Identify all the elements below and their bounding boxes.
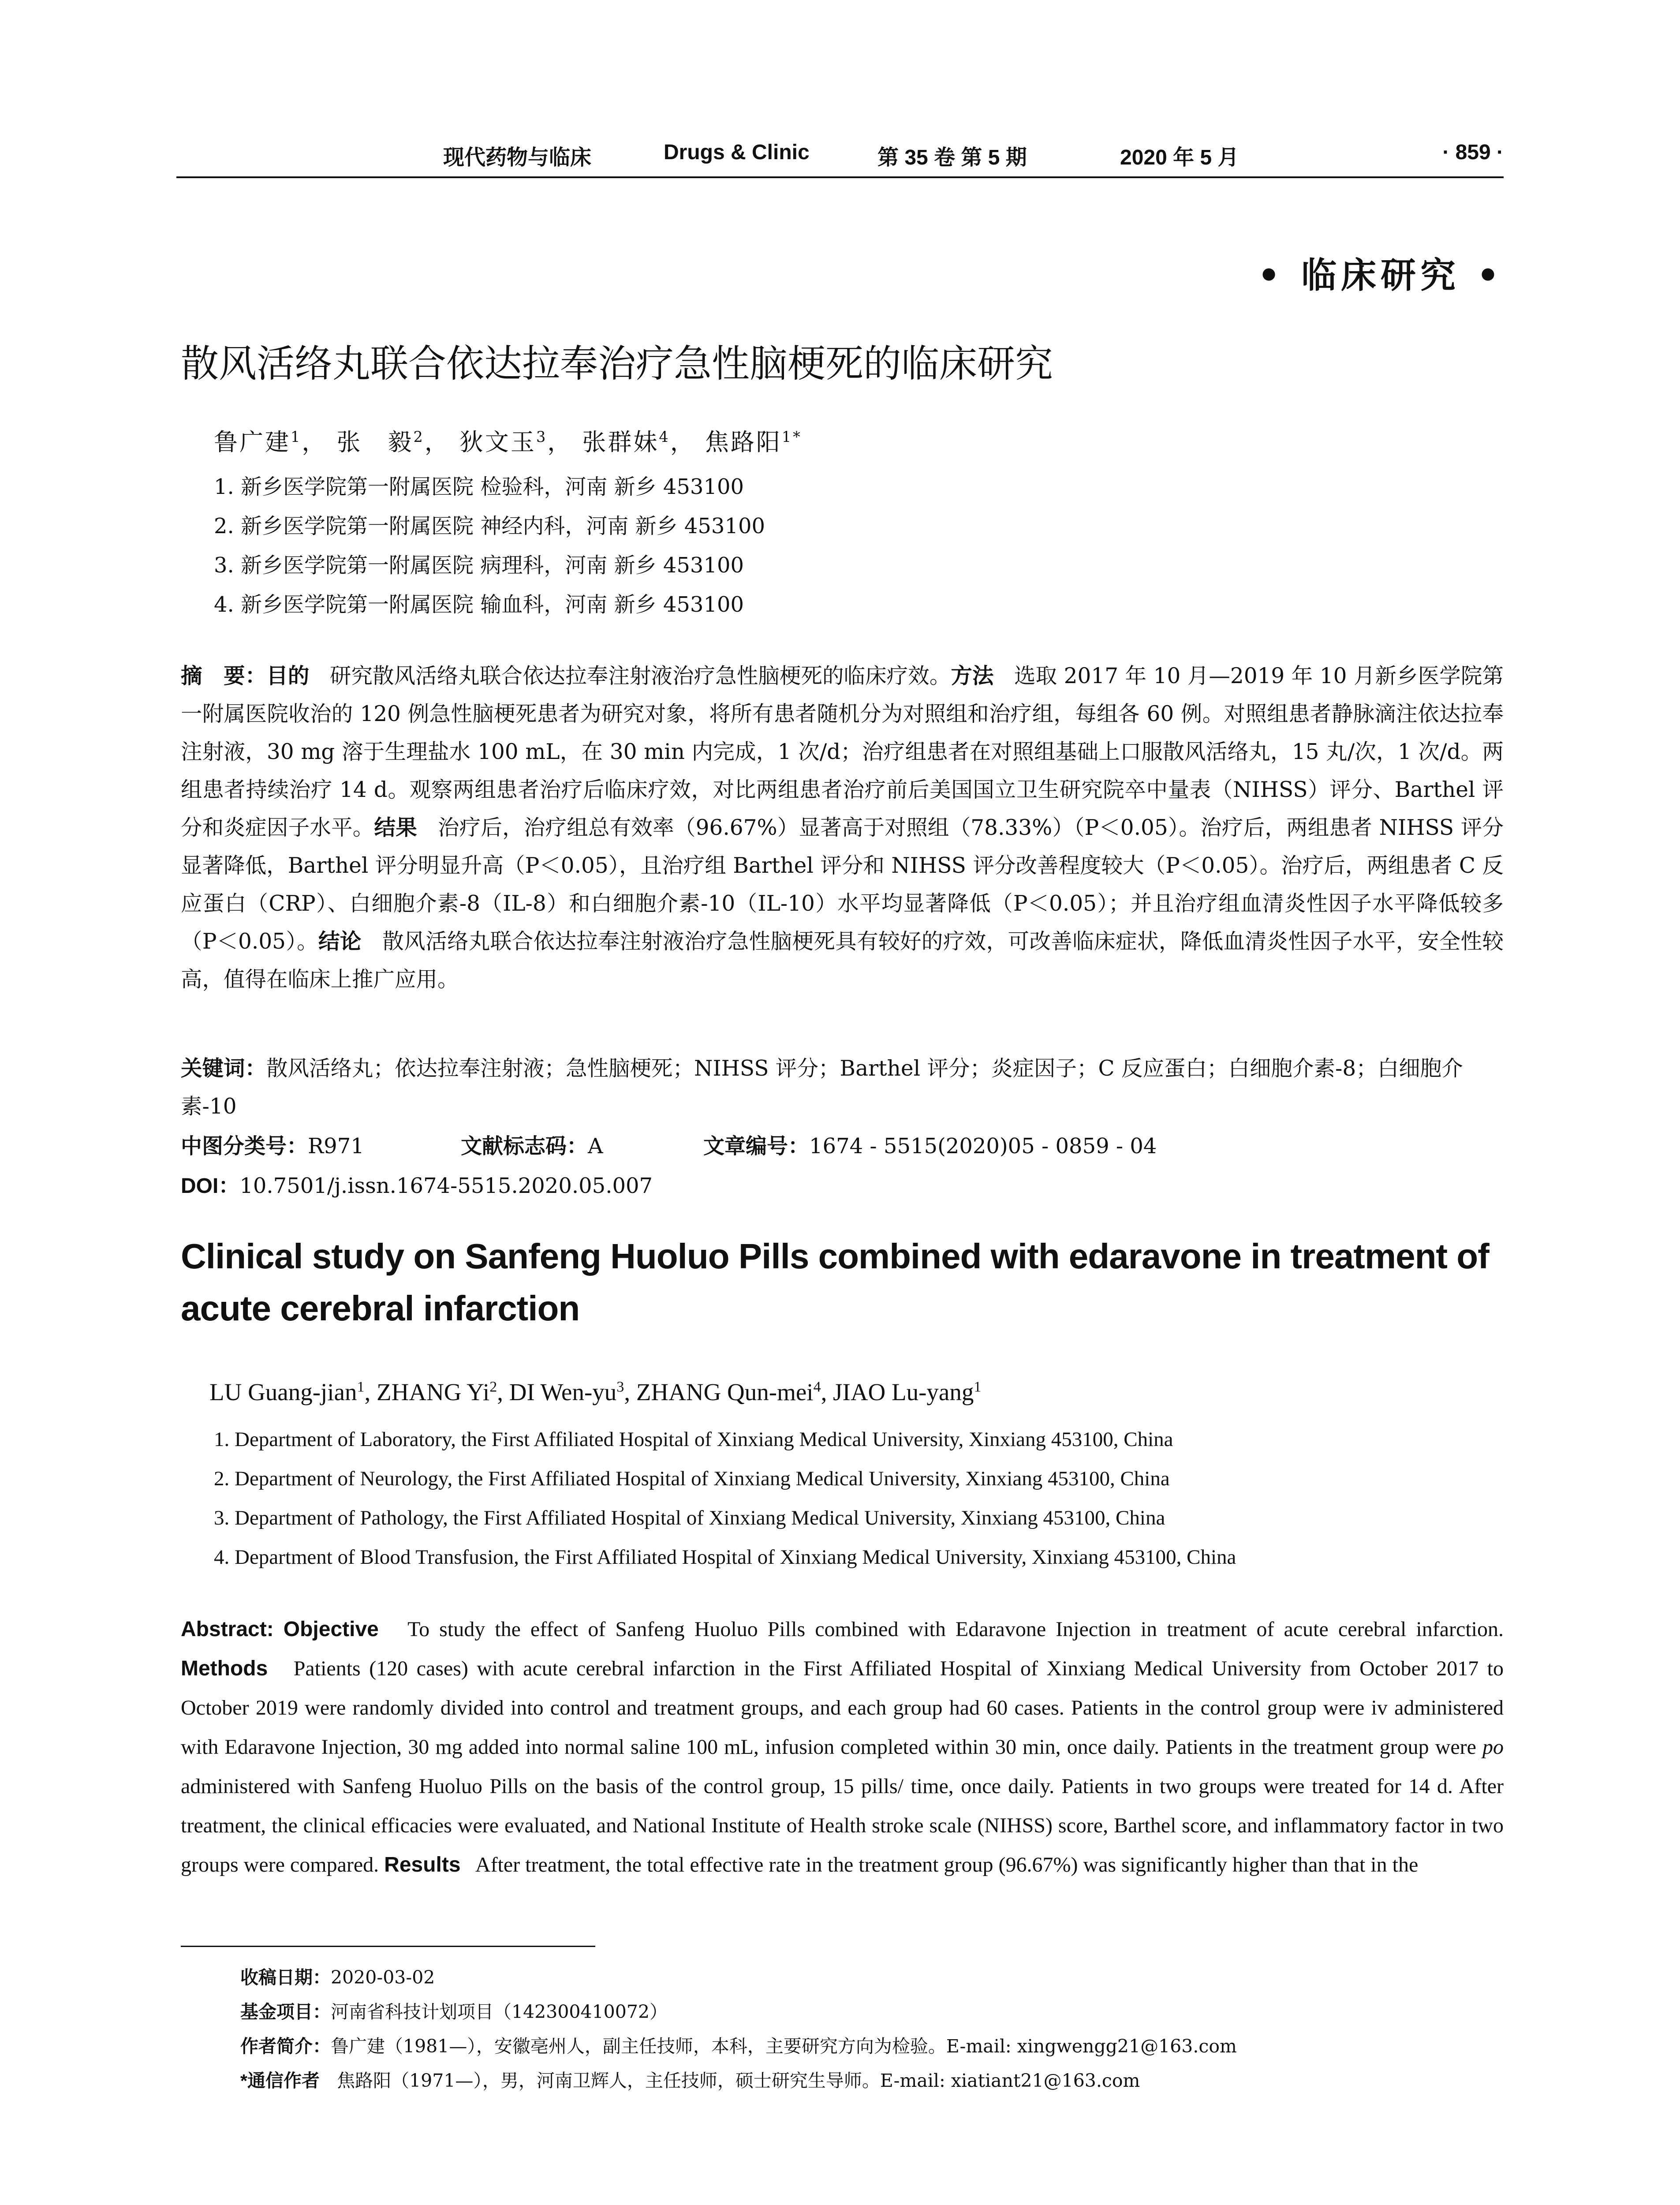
affiliation-en: 2. Department of Neurology, the First Affiliated Hospital of Xinxiang Medical University, Xinxiang 453100, China [214, 1467, 1170, 1490]
author-cn: 焦路阳$^{1*}$ [705, 428, 802, 456]
doi-line [181, 1169, 653, 1199]
affiliation-cn: 1. 新乡医学院第一附属医院 检验科，河南 新乡 453100 [214, 475, 744, 499]
footnotes [240, 1960, 1237, 2098]
affiliations-en [214, 1420, 1236, 1577]
abstract-cn [181, 657, 1504, 998]
journal-name-cn: 现代药物与临床 [443, 146, 592, 169]
methods-label-en: Methods [181, 1657, 268, 1680]
header-rule [176, 176, 1504, 178]
volume-issue: 第 35 卷 第 5 期 [877, 146, 1027, 169]
author-cn: 鲁广建$^1$ [214, 428, 302, 456]
author-en: ZHANG Yi$^2$ [377, 1379, 497, 1405]
abstract-label-cn: 摘 要： [181, 664, 267, 688]
objective-label-cn: 目的 [266, 664, 310, 688]
conclusion-label-cn: 结论 [318, 930, 362, 953]
author-en: DI Wen-$yu^3$ [509, 1379, 624, 1405]
results-text-en: After treatment, the total effective rate in the treatment group (96.67%) was significantly higher than that in the [475, 1853, 1419, 1876]
conclusion-text-cn: 散风活络丸联合依达拉奉注射液治疗急性脑梗死具有较好的疗效，可改善临床症状，降低血清炎性因子水平，安全性较高，值得在临床上推广应用。 [181, 929, 1504, 992]
section-label: • 临床研究 • [1258, 254, 1504, 296]
footnote-received: 收稿日期：2020-03-02 [240, 1967, 435, 1988]
author-cn: 张群妹$^4$ [582, 428, 670, 456]
authors-cn: 鲁广建$^1$， 张 毅$^2$， 狄文玉$^3$， 张群妹$^4$， 焦路阳$^{1*}$ [214, 428, 802, 456]
methods-label-cn: 方法 [951, 664, 994, 688]
po-italic: po [1482, 1735, 1504, 1759]
clc-number: 中图分类号：R971 [181, 1134, 364, 1159]
results-label-en: Results [384, 1853, 461, 1876]
affiliation-cn: 3. 新乡医学院第一附属医院 病理科，河南 新乡 453100 [214, 553, 744, 578]
document-code: 文献标志码：A [461, 1134, 603, 1159]
keywords-label-cn: 关键词： [181, 1057, 267, 1080]
affiliation-en: 4. Department of Blood Transfusion, the First Affiliated Hospital of Xinxiang Medical University, Xinxiang 453100, China [214, 1546, 1236, 1569]
methods-text-en: Patients (120 cases) with acute cerebral infarction in the First Affiliated Hospital of Xinxiang Medical University from October 2017 to October 2019 were randomly divided into control and treatment groups, and each group had 60 cases. Patients in the control group were iv administered with Edaravone Injection, 30 mg added into normal saline 100 mL, infusion completed within 30 min, once daily. Patients in the treatment group were [181, 1657, 1504, 1759]
objective-text-cn: 研究散风活络丸联合依达拉奉注射液治疗急性脑梗死的临床疗效。 [329, 664, 951, 688]
results-text-cn: 治疗后，治疗组总有效率（96.67%）显著高于对照组（78.33%）（P＜0.05）。治疗后，两组患者 NIHSS 评分显著降低，Barthel 评分明显升高（P＜0.05），且治疗组 Barthel 评分和 NIHSS 评分改善程度较大（P＜0.05）。治疗后，两组患者 C 反应蛋白（CRP）、白细胞介素-8（IL-8）和白细胞介素-10（IL-10）水平均显著降低（P＜0.05）；并且治疗组血清炎性因子水平降低较多（P＜0.05）。 [181, 815, 1504, 954]
abstract-en [181, 1610, 1504, 1884]
authors-en: LU Guang-jian$^1$, ZHANG Yi$^2$, DI Wen-$yu^3$, ZHANG Qun-mei$^4$, JIAO Lu-yang$^1$ [209, 1379, 982, 1405]
author-cn: 狄文玉$^3$ [459, 428, 548, 456]
keywords-cn [181, 1050, 1504, 1125]
affiliation-cn: 2. 新乡医学院第一附属医院 神经内科，河南 新乡 453100 [214, 514, 765, 538]
footnote-rule [181, 1946, 595, 1947]
affiliations-cn [214, 467, 765, 624]
page-number: · 859 · [1442, 141, 1504, 164]
footnote-funding: 基金项目：河南省科技计划项目（142300410072） [240, 2001, 668, 2022]
objective-text-en: To study the effect of Sanfeng Huoluo Pills combined with Edaravone Injection in treatment of acute cerebral infarction. [407, 1618, 1504, 1641]
affiliation-cn: 4. 新乡医学院第一附属医院 输血科，河南 新乡 453100 [214, 592, 744, 617]
journal-name-en: Drugs & Clinic [664, 141, 810, 164]
affiliation-en: 3. Department of Pathology, the First Affiliated Hospital of Xinxiang Medical University, Xinxiang 453100, China [214, 1506, 1165, 1529]
classification-line [181, 1129, 1504, 1160]
footnote-author: 作者简介：鲁广建（1981—），安徽亳州人，副主任技师，本科，主要研究方向为检验。E-mail: xingwengg21@163.com [240, 2036, 1237, 2057]
doi-label: DOI： [181, 1174, 240, 1198]
author-en: ZHANG Qun-mei$^4$ [636, 1379, 821, 1405]
author-en: JIAO Lu-yang$^1$ [833, 1379, 982, 1405]
methods-text-cn: 选取 2017 年 10 月—2019 年 10 月新乡医学院第一附属医院收治的 120 例急性脑梗死患者为研究对象，将所有患者随机分为对照组和治疗组，每组各 60 例。对照组患者静脉滴注依达拉奉注射液，30 mg 溶于生理盐水 100 mL，在 30 min 内完成，1 次/d；治疗组患者在对照组基础上口服散风活络丸，15 丸/次，1 次/d。两组患者持续治疗 14 d。观察两组患者治疗后临床疗效，对比两组患者治疗前后美国国立卫生研究院卒中量表（NIHSS）评分、Barthel 评分和炎症因子水平。 [181, 664, 1504, 840]
issue-date: 2020 年 5 月 [1120, 146, 1239, 169]
objective-label-en: Objective [283, 1618, 379, 1641]
article-number: 文章编号：1674 - 5515(2020)05 - 0859 - 04 [703, 1134, 1157, 1159]
title-en: Clinical study on Sanfeng Huoluo Pills combined with edaravone in treatment of acute cerebral infarction [181, 1237, 1489, 1328]
title-cn: 散风活络丸联合依达拉奉治疗急性脑梗死的临床研究 [181, 342, 1053, 386]
footnote-corresponding: *通信作者 焦路阳（1971—），男，河南卫辉人，主任技师，硕士研究生导师。E-mail: xiatiant21@163.com [240, 2070, 1140, 2091]
doi-value[interactable]: 10.7501/j.issn.1674-5515.2020.05.007 [239, 1174, 653, 1198]
affiliation-en: 1. Department of Laboratory, the First Affiliated Hospital of Xinxiang Medical University, Xinxiang 453100, China [214, 1428, 1173, 1451]
keywords-text-cn: 散风活络丸；依达拉奉注射液；急性脑梗死；NIHSS 评分；Barthel 评分；炎症因子；C 反应蛋白；白细胞介素-8；白细胞介素-10 [181, 1056, 1463, 1119]
results-label-cn: 结果 [374, 816, 417, 840]
author-cn: 张 毅$^2$ [336, 428, 425, 456]
abstract-label-en: Abstract: [181, 1618, 274, 1641]
methods-text-en-cont: administered with Sanfeng Huoluo Pills on the basis of the control group, 15 pills/ time, once daily. Patients in two groups were treated for 14 d. After treatment, the clinical efficacies were evaluated, and National Institute of Health stroke scale (NIHSS) score, Barthel score, and inflammatory factor in two groups were compared. [181, 1775, 1504, 1876]
running-header [176, 140, 1504, 171]
author-en: LU Guang-jian$^1$ [209, 1379, 365, 1405]
